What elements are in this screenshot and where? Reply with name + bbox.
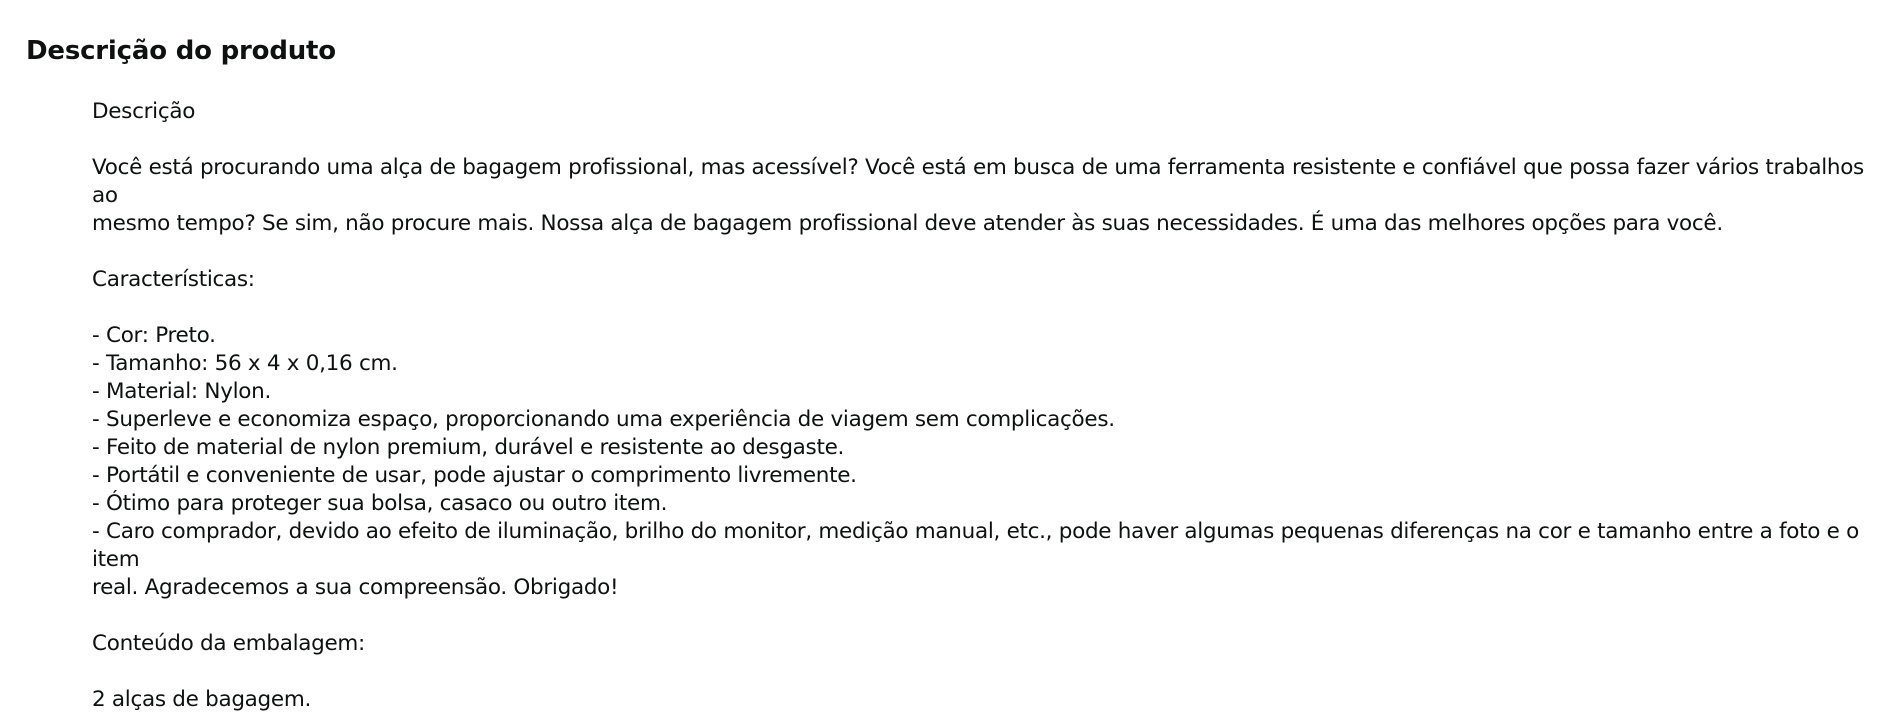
intro-line: Você está procurando uma alça de bagagem profissional, mas acessível? Você está em busca de uma ferramenta resistente e confiável que possa fazer vários trabalhos ao bbox=[92, 155, 1864, 208]
feature-item: - Cor: Preto. bbox=[92, 323, 216, 348]
paragraph-spacer bbox=[92, 238, 1872, 266]
package-contents: 2 alças de bagagem. bbox=[92, 687, 312, 712]
intro-line: mesmo tempo? Se sim, não procure mais. Nossa alça de bagagem profissional deve atender às suas necessidades. É uma das melhores opções para você. bbox=[92, 211, 1723, 236]
description-body bbox=[92, 98, 1872, 714]
feature-item: real. Agradecemos a sua compreensão. Obrigado! bbox=[92, 575, 619, 600]
paragraph-spacer bbox=[92, 658, 1872, 686]
feature-item: - Portátil e conveniente de usar, pode ajustar o comprimento livremente. bbox=[92, 463, 857, 488]
section-title: Descrição do produto bbox=[26, 36, 336, 66]
feature-item: - Caro comprador, devido ao efeito de iluminação, brilho do monitor, medição manual, etc., pode haver algumas pequenas diferenças na cor e tamanho entre a foto e o item bbox=[92, 519, 1859, 572]
feature-item: - Superleve e economiza espaço, proporcionando uma experiência de viagem sem complicações. bbox=[92, 407, 1115, 432]
feature-item: - Feito de material de nylon premium, durável e resistente ao desgaste. bbox=[92, 435, 845, 460]
paragraph-spacer bbox=[92, 126, 1872, 154]
paragraph-spacer bbox=[92, 294, 1872, 322]
description-heading: Descrição bbox=[92, 99, 196, 124]
features-heading: Características: bbox=[92, 267, 255, 292]
features-list bbox=[92, 322, 1872, 602]
feature-item: - Tamanho: 56 x 4 x 0,16 cm. bbox=[92, 351, 398, 376]
package-heading: Conteúdo da embalagem: bbox=[92, 631, 365, 656]
paragraph-spacer bbox=[92, 602, 1872, 630]
feature-item: - Ótimo para proteger sua bolsa, casaco ou outro item. bbox=[92, 491, 668, 516]
feature-item: - Material: Nylon. bbox=[92, 379, 272, 404]
